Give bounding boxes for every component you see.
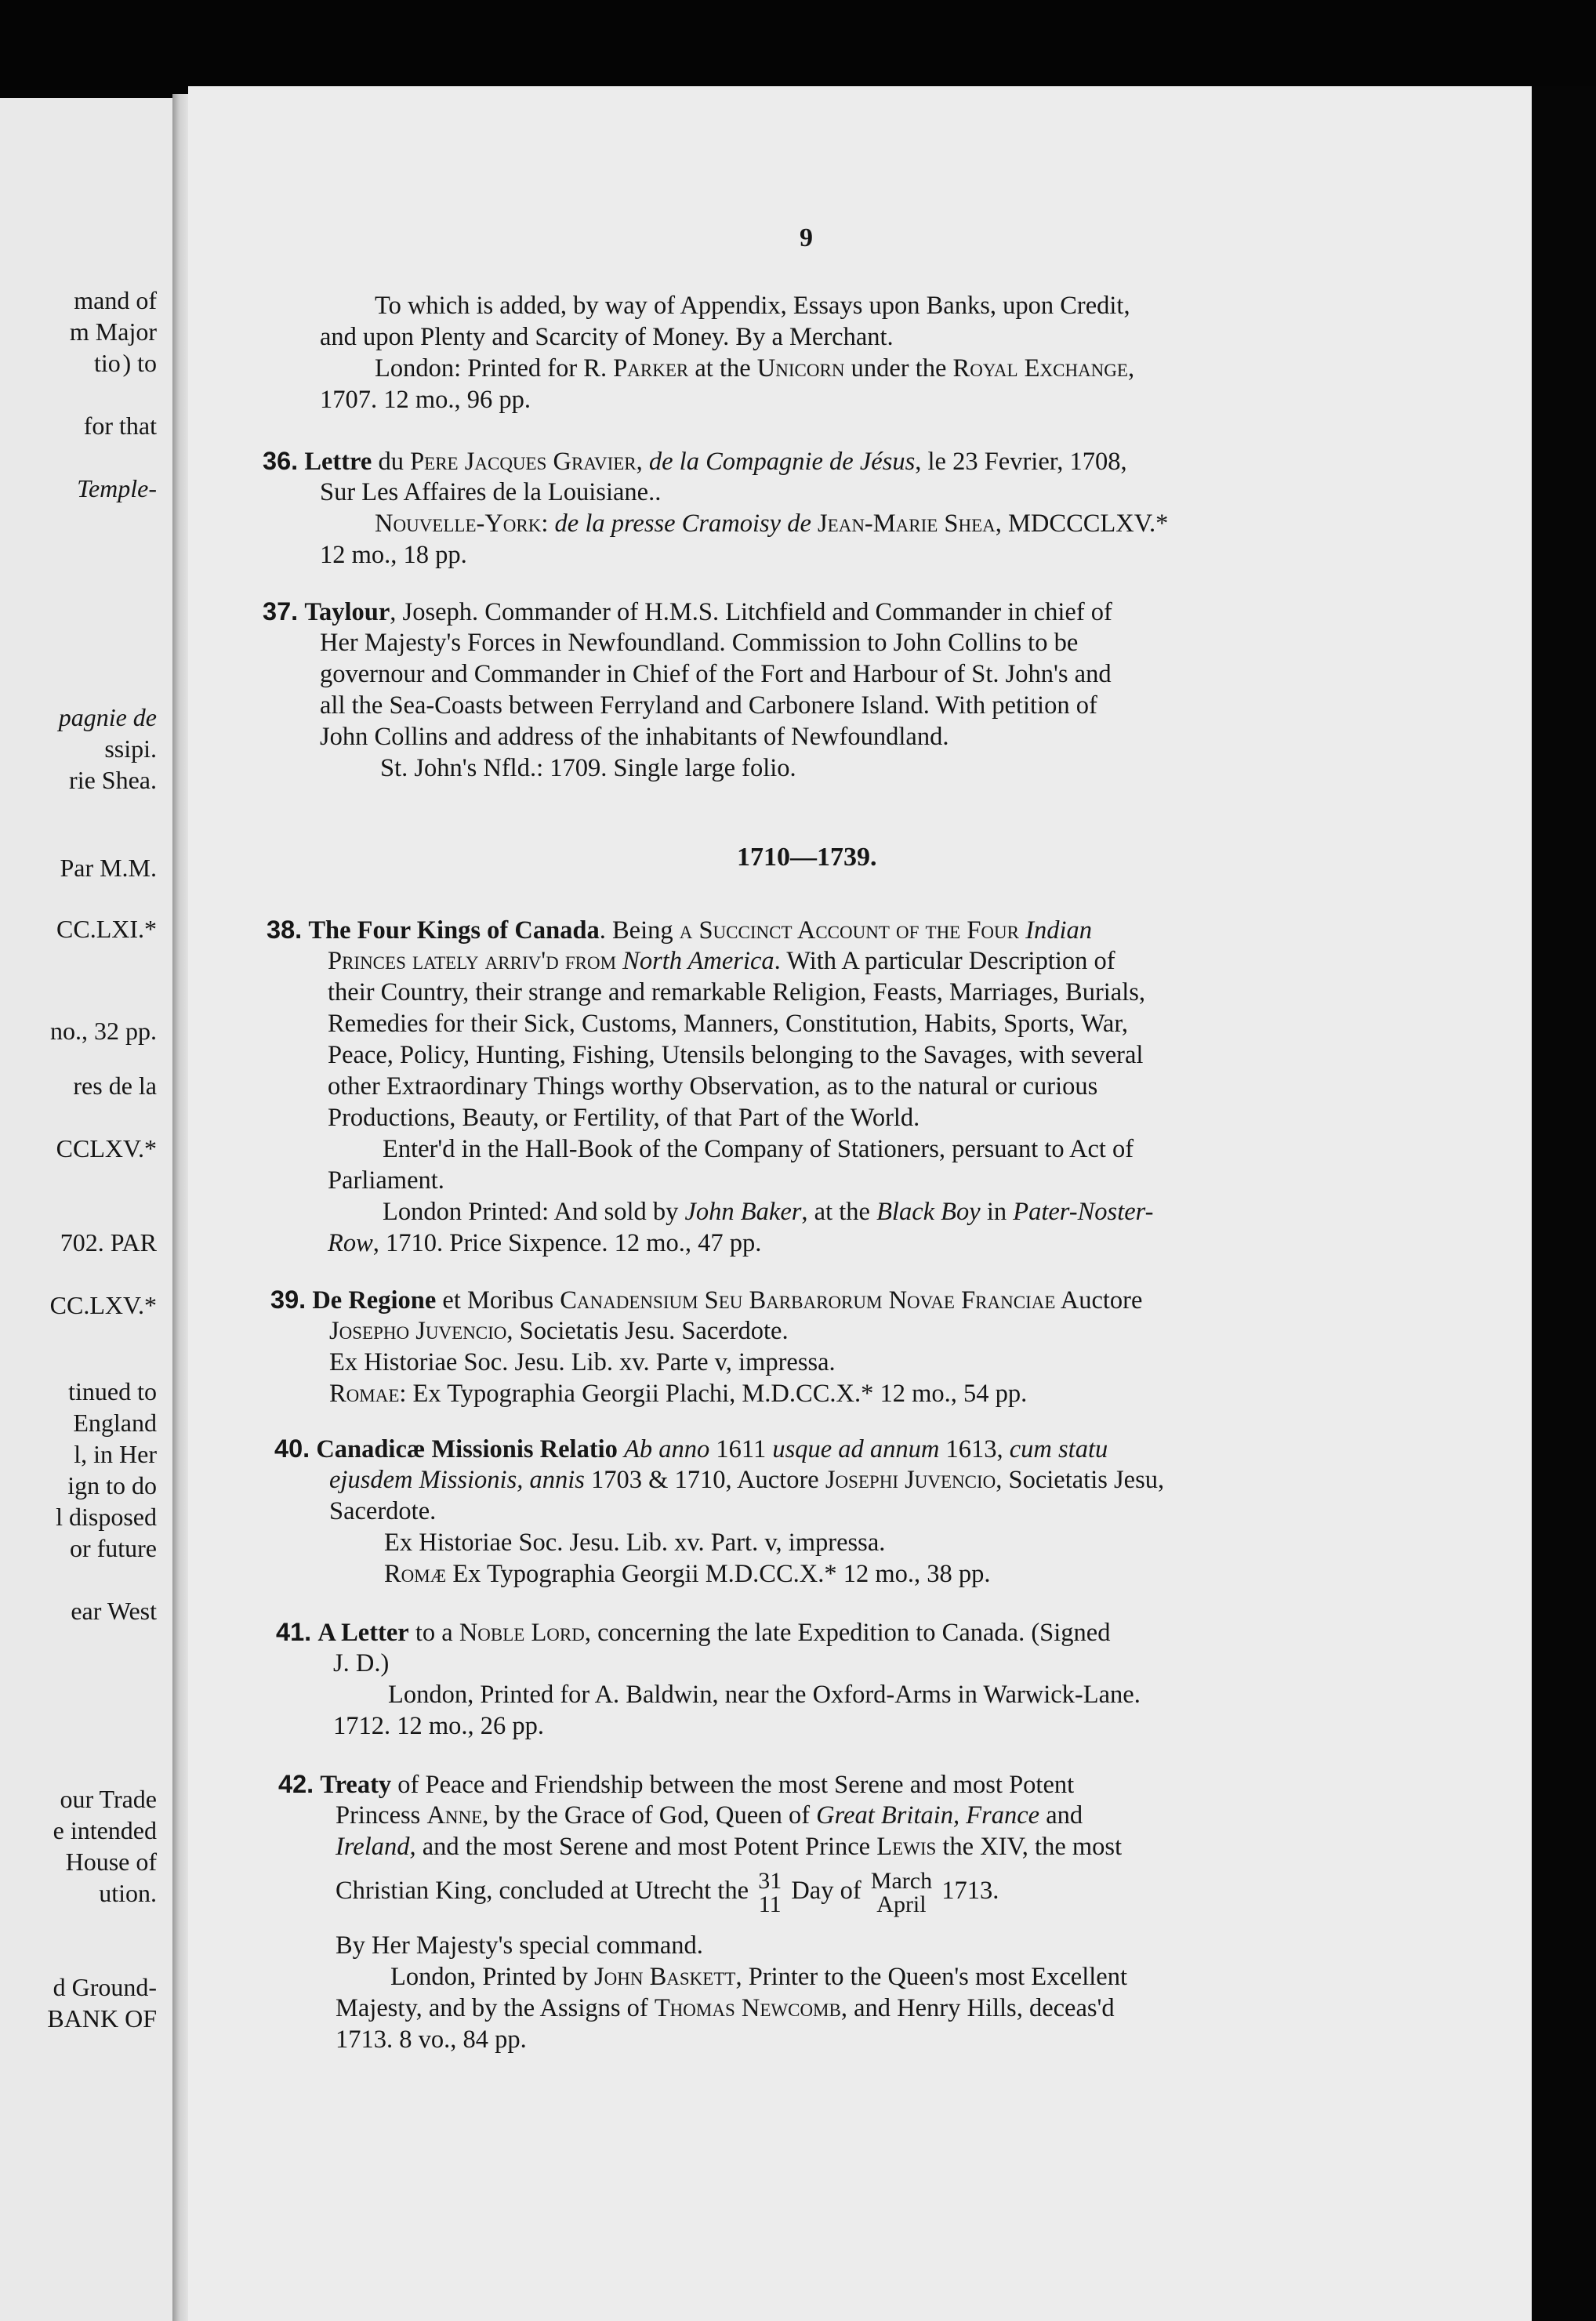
left-text-line: l disposed: [56, 1503, 157, 1531]
entry-36-line: 36. Lettre du Pere Jacques Gravier, de la Compagnie de Jésus, le 23 Fevrier, 1708,: [263, 447, 1127, 476]
entry-heading: The Four Kings of Canada: [308, 916, 600, 945]
entry-42-line: Princess Anne, by the Grace of God, Queen of Great Britain, France and: [336, 1801, 1083, 1830]
entry-37-line: all the Sea-Coasts between Ferryland and Carbonere Island. With petition of: [320, 691, 1097, 720]
entry-40-line: Sacerdote.: [329, 1497, 437, 1525]
entry-42-line: By Her Majesty's special command.: [336, 1931, 703, 1960]
left-text-line: ign to do: [67, 1471, 157, 1500]
left-text-line: m Major: [69, 317, 157, 346]
entry-37-line: John Collins and address of the inhabitants of Newfoundland.: [320, 723, 949, 751]
entry-40-line: 40. Canadicæ Missionis Relatio Ab anno 1611 usque ad annum 1613, cum statu: [274, 1434, 1108, 1463]
entry-heading: A Letter: [317, 1619, 409, 1647]
entry-38-line: their Country, their strange and remarkable Religion, Feasts, Marriages, Burials,: [328, 978, 1146, 1006]
day-fraction: 31 11: [758, 1867, 782, 1917]
month-fraction: March April: [870, 1867, 933, 1917]
entry-39-line: Ex Historiae Soc. Jesu. Lib. xv. Parte v, impressa.: [329, 1348, 836, 1376]
entry-37-line: Her Majesty's Forces in Newfoundland. Commission to John Collins to be: [320, 629, 1079, 657]
entry-heading: Treaty: [320, 1771, 392, 1799]
entry-41-line: 1712. 12 mo., 26 pp.: [333, 1712, 545, 1740]
left-text-line: 702. PAR: [60, 1228, 157, 1257]
entry-38-line: Princes lately arriv'd from North America. With A particular Description of: [328, 947, 1115, 975]
entry-40-line: ejusdem Missionis, annis 1703 & 1710, Auctore Josephi Juvencio, Societatis Jesu,: [329, 1466, 1165, 1494]
left-text-line: res de la: [73, 1072, 157, 1100]
entry-number: 40.: [274, 1434, 310, 1463]
entry-39-imprint: Romae: Ex Typographia Georgii Plachi, M.D.CC.X.* 12 mo., 54 pp.: [329, 1380, 1028, 1408]
entry-36-line: 12 mo., 18 pp.: [320, 541, 467, 569]
left-text-line: Temple-: [77, 474, 157, 502]
entry-38-imprint: London Printed: And sold by John Baker, at the Black Boy in Pater-Noster-: [383, 1198, 1154, 1226]
entry-number: 36.: [263, 447, 299, 475]
left-text-line: CCLXV.*: [56, 1134, 157, 1162]
left-text-line: ssipi.: [104, 734, 157, 763]
left-text-line: tinued to: [68, 1377, 157, 1405]
entry-41-line: J. D.): [333, 1649, 390, 1677]
left-text-line: CC.LXI.*: [56, 915, 157, 943]
entry-42-imprint: London, Printed by John Baskett, Printer to the Queen's most Excellent: [390, 1963, 1127, 1991]
left-text-line: House of: [65, 1848, 157, 1876]
entry-42-line: Ireland, and the most Serene and most Potent Prince Lewis the XIV, the most: [336, 1833, 1123, 1861]
entry-38-line: Productions, Beauty, or Fertility, of that Part of the World.: [328, 1104, 920, 1132]
entry-heading: Lettre: [304, 448, 372, 476]
entry-38-line: Remedies for their Sick, Customs, Manners, Constitution, Habits, Sports, War,: [328, 1010, 1128, 1038]
left-text-line: mand of: [74, 286, 157, 314]
left-text-line: l, in Her: [74, 1440, 157, 1468]
left-text-line: BANK OF: [47, 2004, 157, 2033]
left-text-line: ear West: [71, 1597, 157, 1625]
left-text-line: our Trade: [60, 1785, 157, 1813]
entry-38-line: Peace, Policy, Hunting, Fishing, Utensils belonging to the Savages, with several: [328, 1041, 1144, 1069]
entry-41-line: London, Printed for A. Baldwin, near the Oxford-Arms in Warwick-Lane.: [388, 1681, 1141, 1709]
entry-41-line: 41. A Letter to a Noble Lord, concerning the late Expedition to Canada. (Signed: [276, 1618, 1111, 1647]
entry-42-line: 1713. 8 vo., 84 pp.: [336, 2025, 527, 2054]
left-text-line: e intended: [53, 1816, 157, 1844]
entry-36-imprint: Nouvelle-York: de la presse Cramoisy de Jean-Marie Shea, MDCCCLXV.*: [375, 510, 1169, 538]
entry-38-line: other Extraordinary Things worthy Observation, as to the natural or curious: [328, 1072, 1098, 1101]
entry-38-line: Row, 1710. Price Sixpence. 12 mo., 47 pp.: [328, 1229, 762, 1257]
entry-heading: Taylour: [304, 598, 390, 626]
entry-42-date-line: Christian King, concluded at Utrecht the 31 11 Day of March April 1713.: [336, 1867, 999, 1917]
left-page-fragment: [0, 98, 172, 2321]
entry-37-line: 37. Taylour, Joseph. Commander of H.M.S. Litchfield and Commander in chief of: [263, 597, 1112, 626]
left-text-line: or future: [69, 1534, 157, 1562]
entry-40-imprint: Romæ Ex Typographia Georgii M.D.CC.X.* 12 mo., 38 pp.: [384, 1560, 991, 1588]
left-text-line: Par M.M.: [60, 854, 157, 882]
left-text-line: CC.LXV.*: [49, 1291, 157, 1319]
left-text-line: no., 32 pp.: [50, 1017, 157, 1045]
entry-heading: De Regione: [312, 1286, 437, 1315]
left-text-line: rie Shea.: [69, 766, 157, 794]
intro-line: To which is added, by way of Appendix, Essays upon Banks, upon Credit,: [375, 292, 1130, 320]
entry-38-line: Parliament.: [328, 1166, 444, 1195]
intro-line: and upon Plenty and Scarcity of Money. By a Merchant.: [320, 323, 894, 351]
left-text-line: ution.: [99, 1879, 157, 1907]
intro-line: 1707. 12 mo., 96 pp.: [320, 386, 531, 414]
entry-number: 38.: [267, 916, 303, 944]
left-text-line: for that: [83, 412, 157, 440]
entry-number: 37.: [263, 597, 299, 626]
page-edge-shadow: [1532, 86, 1596, 2321]
entry-36-line: Sur Les Affaires de la Louisiane..: [320, 478, 662, 506]
entry-38-line: 38. The Four Kings of Canada. Being a Succinct Account of the Four Indian: [267, 916, 1092, 945]
entry-42-line: Majesty, and by the Assigns of Thomas Newcomb, and Henry Hills, deceas'd: [336, 1994, 1115, 2022]
entry-number: 39.: [270, 1286, 307, 1314]
book-gutter: [172, 94, 190, 2321]
entry-number: 41.: [276, 1618, 312, 1646]
entry-39-line: 39. De Regione et Moribus Canadensium Seu Barbarorum Novae Franciae Auctore: [270, 1286, 1143, 1315]
left-text-line: pagnie de: [58, 703, 157, 731]
left-text-line: d Ground-: [53, 1973, 157, 2001]
entry-37-line: governour and Commander in Chief of the Fort and Harbour of St. John's and: [320, 660, 1112, 688]
intro-imprint: London: Printed for R. Parker at the Unicorn under the Royal Exchange,: [375, 354, 1135, 383]
left-text-line: tio ) to: [94, 349, 157, 377]
entry-number: 42.: [278, 1770, 314, 1798]
entry-40-line: Ex Historiae Soc. Jesu. Lib. xv. Part. v, impressa.: [384, 1529, 886, 1557]
page-number: 9: [800, 223, 813, 252]
left-text-line: England: [73, 1409, 157, 1437]
entry-38-line: Enter'd in the Hall-Book of the Company of Stationers, persuant to Act of: [383, 1135, 1134, 1163]
entry-37-line: St. John's Nfld.: 1709. Single large folio.: [380, 754, 796, 782]
entry-39-line: Josepho Juvencio, Societatis Jesu. Sacerdote.: [329, 1317, 789, 1345]
entry-heading: Canadicæ Missionis Relatio: [316, 1435, 618, 1463]
section-heading: 1710—1739.: [737, 843, 877, 872]
entry-42-line: 42. Treaty of Peace and Friendship between the most Serene and most Potent: [278, 1770, 1075, 1799]
